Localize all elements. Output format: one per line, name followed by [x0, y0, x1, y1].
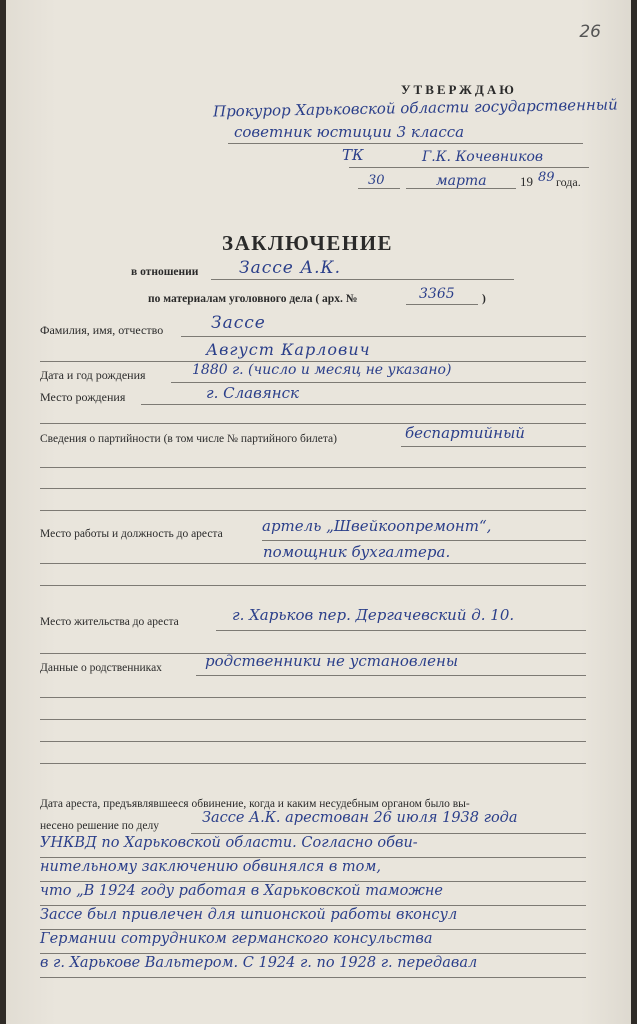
in-respect-label: в отношении [131, 266, 199, 278]
birthplace-rule [141, 404, 586, 405]
year-prefix: 19 [520, 174, 533, 189]
arrest-line-1: Зассе А.К. арестован 26 июля 1938 года [202, 810, 518, 826]
year-word: года. [556, 175, 581, 189]
relatives-rule [196, 675, 586, 676]
arrest-rule-3 [40, 881, 586, 882]
given-names-value: Август Карлович [206, 340, 371, 359]
arrest-label-1: Дата ареста, предъявлявшееся обвинение, когда и каким несудебным органом было вы- [40, 798, 470, 810]
party-label: Сведения о партийности (в том числе № партийного билета) [40, 433, 337, 445]
arrest-rule-6 [40, 953, 586, 954]
fio-label: Фамилия, имя, отчество [40, 323, 164, 337]
work-rule-2 [40, 563, 586, 564]
month-rule [406, 188, 516, 189]
arrest-line-7: в г. Харькове Вальтером. С 1924 г. по 1928 г. передавал [40, 955, 478, 971]
party-rule [401, 446, 586, 447]
relatives-label: Данные о родственниках [40, 662, 162, 674]
work-value-1: артель „Швейкоопремонт“, [262, 517, 492, 535]
arrest-line-3: нительному заключению обвинялся в том, [40, 859, 381, 875]
approval-month: марта [436, 173, 487, 189]
in-respect-value: Зассе А.К. [239, 258, 342, 278]
approval-rule-2 [349, 167, 589, 168]
approval-rule-1 [228, 143, 583, 144]
dob-value: 1880 г. (число и месяц не указано) [192, 362, 452, 378]
document-page [6, 0, 631, 1024]
year-suffix: 89 [538, 170, 555, 185]
relatives-value: родственники не установлены [205, 652, 459, 670]
case-label: по материалам уголовного дела ( арх. № [148, 293, 358, 305]
residence-rule [216, 630, 586, 631]
arrest-rule-5 [40, 929, 586, 930]
arrest-line-2: УНКВД по Харьковской области. Согласно обви- [40, 835, 418, 851]
birthplace-value: г. Славянск [206, 384, 299, 402]
blank-rule-10 [40, 763, 586, 764]
approval-title: УТВЕРЖДАЮ [401, 82, 517, 97]
residence-label: Место жительства до ареста [40, 616, 179, 628]
blank-rule-2 [40, 467, 586, 468]
arrest-line-4: что „В 1924 году работая в Харьковской таможне [40, 883, 444, 899]
document-heading: ЗАКЛЮЧЕНИЕ [222, 231, 394, 255]
party-value: беспартийный [405, 424, 525, 442]
arrest-rule-2 [40, 857, 586, 858]
surname-value: Зассе [211, 313, 266, 333]
case-close: ) [482, 293, 486, 305]
arrest-rule-1 [191, 833, 586, 834]
approval-name: Г.К. Кочевников [422, 149, 544, 165]
blank-rule-7 [40, 697, 586, 698]
dob-rule [171, 382, 586, 383]
blank-rule-8 [40, 719, 586, 720]
case-number-rule [406, 304, 478, 305]
page-number: 26 [579, 22, 601, 42]
case-number: 3365 [419, 286, 455, 302]
in-respect-rule [211, 279, 514, 280]
arrest-line-6: Германии сотрудником германского консульства [40, 931, 433, 947]
arrest-line-5: Зассе был привлечен для шпионской работы вконсул [40, 907, 458, 923]
work-value-2: помощник бухгалтера. [263, 543, 451, 561]
blank-rule-9 [40, 741, 586, 742]
dob-label: Дата и год рождения [40, 368, 146, 382]
day-rule [358, 188, 400, 189]
blank-rule-3 [40, 488, 586, 489]
work-label: Место работы и должность до ареста [40, 528, 223, 540]
arrest-rule-7 [40, 977, 586, 978]
blank-rule-5 [40, 585, 586, 586]
approval-line-2: советник юстиции 3 класса [234, 123, 465, 141]
arrest-rule-4 [40, 905, 586, 906]
birthplace-label: Место рождения [40, 390, 126, 404]
approval-day: 30 [368, 173, 385, 188]
fio-rule [181, 336, 586, 337]
work-rule [262, 540, 586, 541]
approval-line-1: Прокурор Харьковской области государственный [212, 95, 618, 121]
residence-value: г. Харьков пер. Дергачевский д. 10. [232, 606, 515, 624]
blank-rule-4 [40, 510, 586, 511]
arrest-label-2: несено решение по делу [40, 820, 159, 832]
approval-signature: ТК [342, 146, 364, 164]
